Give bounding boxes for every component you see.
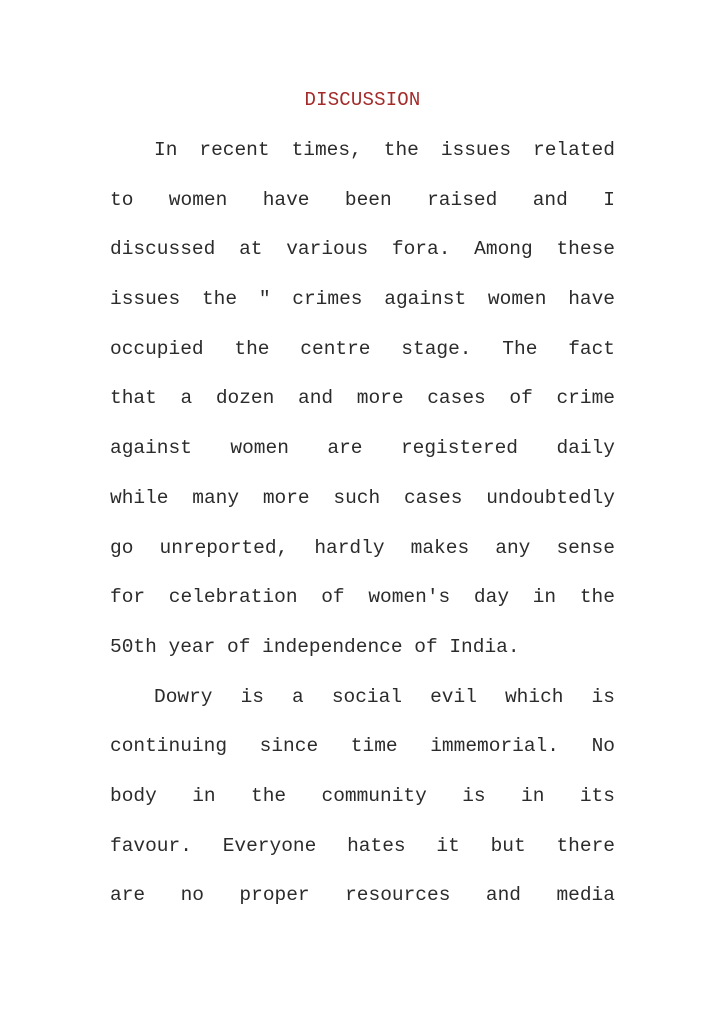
text-line: against women are registered daily <box>110 437 615 460</box>
text-line: Dowry is a social evil which is <box>154 685 615 708</box>
text-line: In recent times, the issues related <box>154 139 615 161</box>
body-text <box>110 137 615 932</box>
text-line: 50th year of independence of India. <box>110 635 520 658</box>
text-line: that a dozen and more cases of crime <box>110 387 615 410</box>
text-line: body in the community is in its <box>110 784 615 807</box>
text-line: to women have been raised and I <box>110 188 615 211</box>
text-line: continuing since time immemorial. No <box>110 735 615 758</box>
text-line: are no proper resources and media <box>110 884 615 907</box>
text-line: go unreported, hardly makes any sense <box>110 536 615 559</box>
text-line: for celebration of women's day in the <box>110 586 615 609</box>
text-line: while many more such cases undoubtedly <box>110 486 615 509</box>
text-line: occupied the centre stage. The fact <box>110 337 615 360</box>
text-line: issues the " crimes against women have <box>110 288 615 311</box>
section-heading: DISCUSSION <box>304 89 421 111</box>
text-line: discussed at various fora. Among these <box>110 238 615 261</box>
text-line: favour. Everyone hates it but there <box>110 834 615 857</box>
